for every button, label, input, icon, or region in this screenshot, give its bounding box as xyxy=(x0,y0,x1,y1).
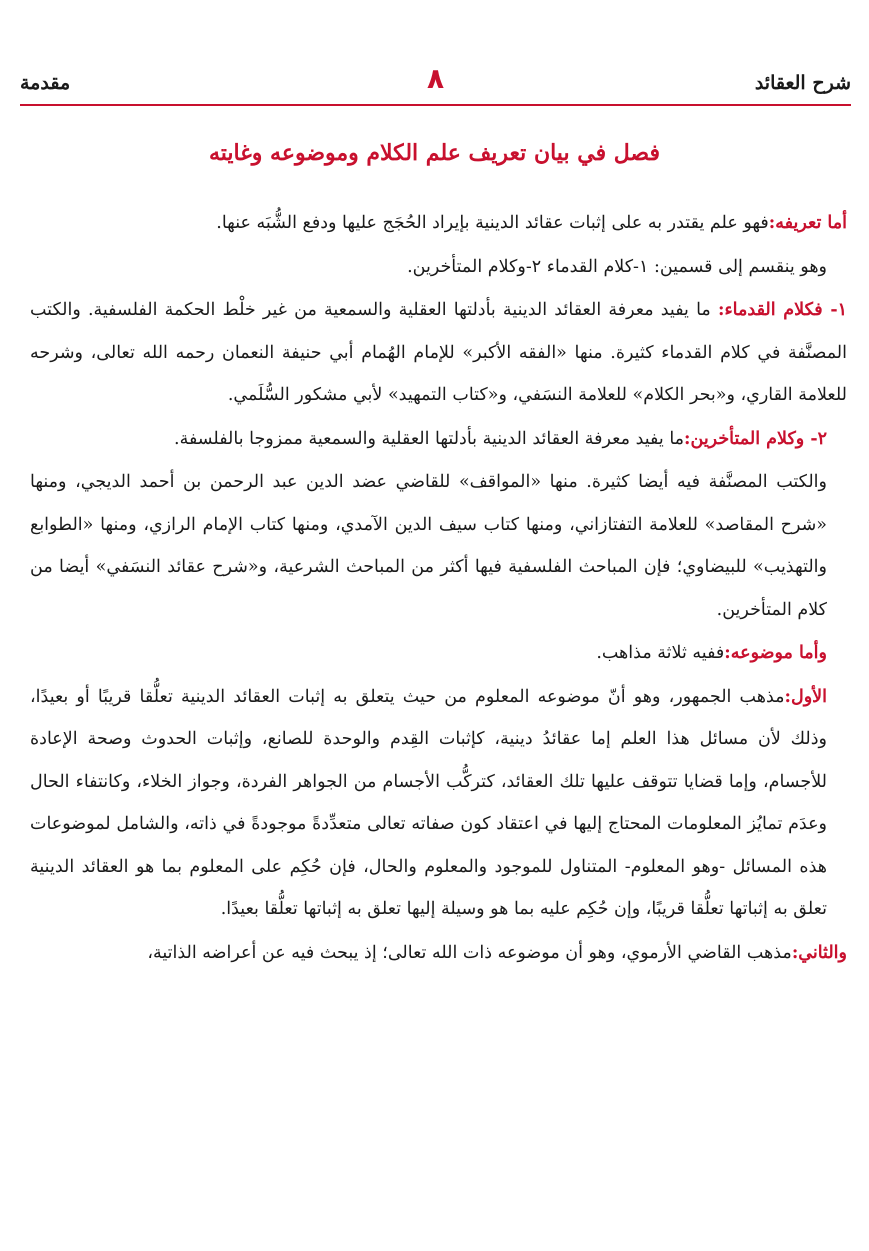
paragraph-later-scholars xyxy=(30,418,847,461)
paragraph-text: ففيه ثلاثة مذاهب. xyxy=(596,643,725,663)
paragraph-lead: والثاني: xyxy=(791,942,847,963)
paragraph-text: ما يفيد معرفة العقائد الدينية بأدلتها العقلية والسمعية من غير خلْط الحكمة الفلسفية. والكتب المصنَّفة في كلام القدماء كثيرة. منها «الفقه الأكبر» للإمام الهُمام أبي حنيفة النعمان رحمه الله تعالى، وشرحه للعلامة القاري، و«بحر الكلام» للعلامة النسَفي، و«كتاب التمهيد» لأبي مشكور السُّلَمي. xyxy=(30,300,847,405)
header-divider xyxy=(20,104,851,106)
chapter-title: فصل في بيان تعريف علم الكلام وموضوعه وغايته xyxy=(208,140,660,166)
paragraph-text: وهو ينقسم إلى قسمين: ١-كلام القدماء ٢-وكلام المتأخرين. xyxy=(407,256,827,277)
paragraph-lead: وأما موضوعه: xyxy=(724,643,827,663)
page-body xyxy=(30,202,847,975)
paragraph-second-school xyxy=(30,932,847,975)
paragraph-lead: ٢- وكلام المتأخرين: xyxy=(684,428,827,449)
paragraph-text: مذهب الجمهور، وهو أنّ موضوعه المعلوم من حيث يتعلق به إثبات العقائد الدينية تعلُّقا قريبًا أو بعيدًا، وذلك لأن مسائل هذا العلم إما عقائدُ دينية، كإثبات القِدم والوحدة للصانع، وإثبات الحدوث وصحة الإعادة للأجسام، وإما قضايا تتوقف عليها تلك العقائد، كتركُّب الأجسام من الجواهر الفردة، وجواز الخلاء، وكانتفاء الحال وعدَم تمايُز المعلومات المحتاج إليها في اعتقاد كون صفاته تعالى متعدِّدةً موجودةً في ذاته، والشامل لموضوعات هذه المسائل -وهو المعلوم- المتناول للموجود والمعلوم والحال، فإن حُكِم على المعلوم بما هو العقائد الدينية تعلق به إثباتها تعلُّقا قريبًا، وإن حُكِم عليه بما هو وسيلة إليها تعلق به إثباتها تعلُّقا بعيدًا. xyxy=(30,686,827,919)
page-number: ٨ xyxy=(426,62,445,95)
paragraph-ancients xyxy=(30,289,847,417)
section-name: مقدمة xyxy=(20,72,71,94)
paragraph-subject xyxy=(30,632,847,675)
page-header xyxy=(20,62,851,108)
paragraph-definition xyxy=(30,202,847,245)
paragraph-first-school xyxy=(30,676,847,931)
paragraph-text: والكتب المصنَّفة فيه أيضا كثيرة. منها «المواقف» للقاضي عضد الدين عبد الرحمن بن أحمد الديجي، ومنها «شرح المقاصد» للعلامة التفتازاني، ومنها كتاب سيف الدين الآمدي، ومنها كتاب الإمام الرازي، ومنها «الطوابع والتهذيب» للبيضاوي؛ فإن المباحث الفلسفية فيها أكثر من المباحث الشرعية، و«شرح عقائد النسَفي» أيضا من كلام المتأخرين. xyxy=(30,472,827,620)
paragraph-lead: الأول: xyxy=(784,686,827,707)
paragraph-later-books xyxy=(30,461,847,631)
book-title: شرح العقائد xyxy=(754,72,851,94)
paragraph-text: فهو علم يقتدر به على إثبات عقائد الدينية بإيراد الحُجَج عليها ودفع الشُّبَه عنها. xyxy=(216,213,769,233)
paragraph-lead: ١- فكلام القدماء: xyxy=(717,300,847,320)
paragraph-text: ما يفيد معرفة العقائد الدينية بأدلتها العقلية والسمعية ممزوجا بالفلسفة. xyxy=(174,428,685,449)
paragraph-division xyxy=(30,246,847,289)
paragraph-text: مذهب القاضي الأرموي، وهو أن موضوعه ذات الله تعالى؛ إذ يبحث فيه عن أعراضه الذاتية، xyxy=(147,942,792,963)
paragraph-lead: أما تعريفه: xyxy=(768,213,847,233)
